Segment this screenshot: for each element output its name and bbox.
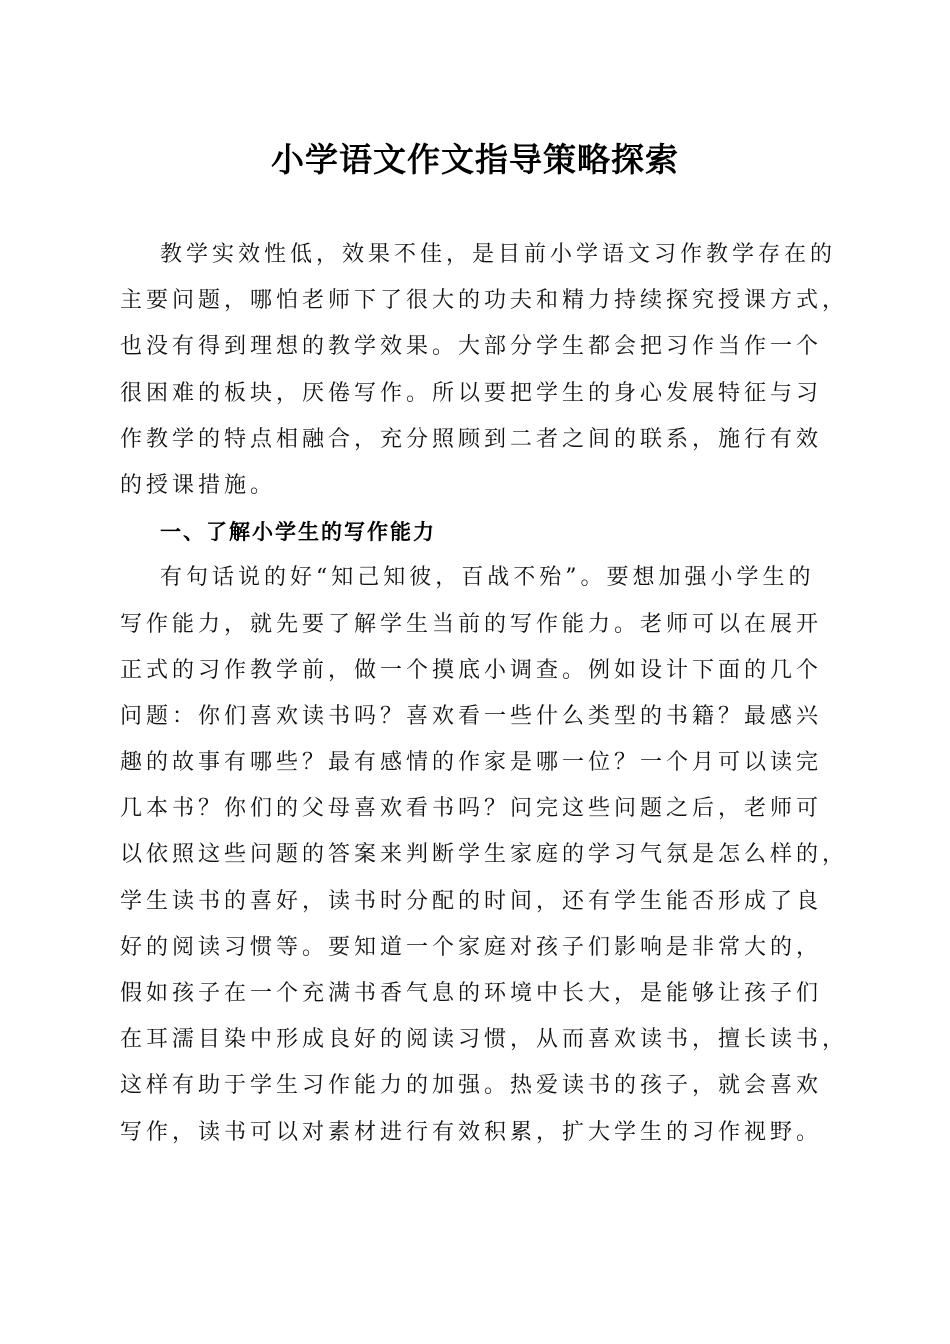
document-title: 小学语文作文指导策略探索 (271, 140, 679, 179)
section-line: 在耳濡目染中形成良好的阅读习惯，从而喜欢读书，擅长读书， (120, 1027, 849, 1053)
section-line: 趣的故事有哪些？最有感情的作家是哪一位？一个月可以读完 (120, 750, 823, 776)
intro-line: 也没有得到理想的教学效果。大部分学生都会把习作当作一个 (120, 334, 823, 360)
intro-line: 作教学的特点相融合，充分照顾到二者之间的联系，施行有效 (120, 426, 823, 452)
section-line: 学生读书的喜好，读书时分配的时间，还有学生能否形成了良 (120, 888, 823, 914)
section-line: 有句话说的好“知己知彼，百战不殆”。要想加强小学生的 (160, 565, 815, 591)
section-line: 写作能力，就先要了解学生当前的写作能力。老师可以在展开 (120, 611, 823, 637)
section-line: 问题：你们喜欢读书吗？喜欢看一些什么类型的书籍？最感兴 (120, 703, 823, 729)
section-line: 几本书？你们的父母喜欢看书吗？问完这些问题之后，老师可 (120, 796, 823, 822)
section-heading: 一、了解小学生的写作能力 (160, 520, 436, 545)
section-line: 写作，读书可以对素材进行有效积累，扩大学生的习作视野。 (120, 1119, 823, 1145)
section-line: 假如孩子在一个充满书香气息的环境中长大，是能够让孩子们 (120, 981, 823, 1006)
section-line: 这样有助于学生习作能力的加强。热爱读书的孩子，就会喜欢 (120, 1073, 823, 1099)
intro-line: 主要问题，哪怕老师下了很大的功夫和精力持续探究授课方式， (120, 288, 849, 314)
intro-line: 很困难的板块，厌倦写作。所以要把学生的身心发展特征与习 (120, 380, 823, 406)
section-line: 以依照这些问题的答案来判断学生家庭的学习气氛是怎么样的， (120, 842, 849, 868)
section-line: 好的阅读习惯等。要知道一个家庭对孩子们影响是非常大的， (120, 934, 823, 960)
intro-line: 的授课措施。 (120, 472, 277, 498)
intro-line: 教学实效性低，效果不佳，是目前小学语文习作教学存在的 (160, 242, 837, 267)
section-line: 正式的习作教学前，做一个摸底小调查。例如设计下面的几个 (120, 657, 823, 683)
document-body (120, 232, 849, 1156)
